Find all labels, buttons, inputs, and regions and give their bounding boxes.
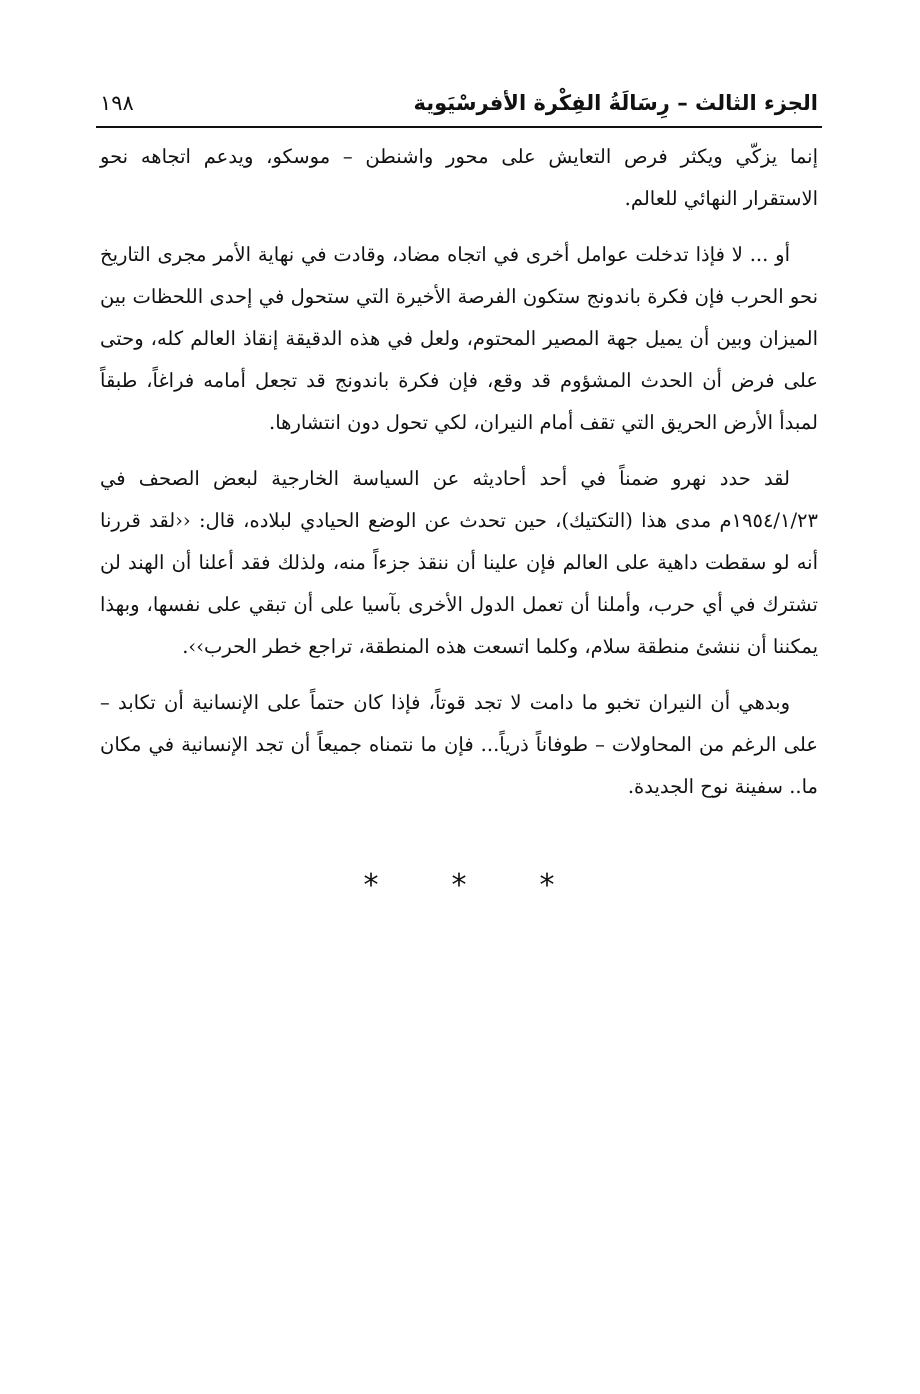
paragraph-bandung-last-chance: أو ... لا فإذا تدخلت عوامل أخرى في اتجاه مضاد، وقادت في نهاية الأمر مجرى التاريخ نحو الحرب فإن فكرة باندونج ستكون الفرصة الأخيرة التي ستحول في إحدى اللحظات بين الميزان وبين أن يميل جهة المصير المحتوم، ولعل في هذه الدقيقة إنقاذ العالم كله، وحتى على فرض أن الحدث المشؤوم قد وقع، فإن فكرة باندونج قد تجعل أمامه فراغاً، طبقاً لمبدأ الأرض الحريق التي تقف أمام النيران، لكي تحول دون انتشارها. [100,243,819,434]
star-divider: * [363,868,379,903]
page-number: ١٩٨ [100,91,134,115]
section-break [96,866,822,906]
star-divider: * [539,868,555,903]
header-title: الجزء الثالث – رِسَالَةُ الفِكْرة الأفرسْيَوية [413,91,818,115]
paragraph-noahs-ark: وبدهي أن النيران تخبو ما دامت لا تجد قوتاً، فإذا كان حتماً على الإنسانية أن تكابد – على الرغم من المحاولات – طوفاناً ذرياً... فإن ما نتمناه جميعاً أن تجد الإنسانية في مكان ما.. سفينة نوح الجديدة. [100,691,818,798]
running-header [96,86,822,128]
paragraph-nehru-quote: لقد حدد نهرو ضمناً في أحد أحاديثه عن السياسة الخارجية لبعض الصحف في ١٩٥٤/١/٢٣م مدى هذا (التكتيك)، حين تحدث عن الوضع الحيادي لبلاده، قال: ‹‹لقد قررنا أنه لو سقطت داهية على العالم فإن علينا أن ننقذ جزءاً منه، ولذلك فقد أعلنا أن الهند لن تشترك في أي حرب، وأملنا أن تعمل الدول الأخرى بآسيا على أن تبقي على نفسها، وبهذا يمكننا أن ننشئ منطقة سلام، وكلما اتسعت هذه المنطقة، تراجع خطر الحرب››. [100,467,818,658]
page-body [96,136,822,808]
book-page [96,86,822,906]
paragraph-continuation: إنما يزكّي ويكثر فرص التعايش على محور واشنطن – موسكو، ويدعم اتجاهه نحو الاستقرار النهائي للعالم. [100,145,818,210]
star-divider: * [451,868,467,903]
